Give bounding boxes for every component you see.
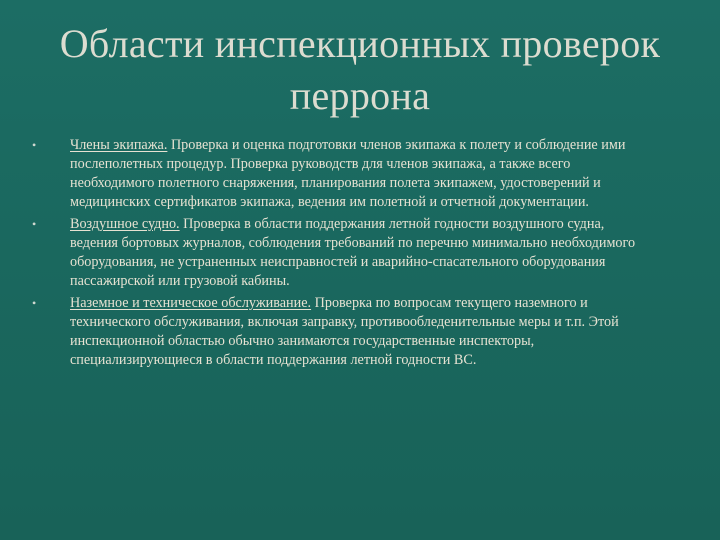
item-text: Проверка в области поддержания летной годности воздушного судна, ведения бортовых журналов, соблюдения требований по перечню минимально необходимого оборудования, не устраненных неисправностей и аварийно-спасательного оборудования пассажирской или грузовой кабины. bbox=[70, 216, 636, 289]
item-text: Проверка по вопросам текущего наземного и технического обслуживания, включая заправку, противообледенительные меры и т.п. Этой инспекционной областью обычно занимаются государственные инспекторы, специализирующиеся в области поддержания летной годности ВС. bbox=[70, 295, 619, 368]
item-heading: Члены экипажа. bbox=[70, 137, 168, 153]
list-item-aircraft bbox=[32, 215, 652, 291]
slide-title: Области инспекционных проверок перрона bbox=[59, 21, 661, 118]
item-text: Проверка и оценка подготовки членов экипажа к полету и соблюдение ими послеполетных процедур. Проверка руководств для членов экипажа, а также всего необходимого полетного снаряжения, планирования полета экипажем, удостоверений и медицинских сертификатов экипажа, ведения им полетной и отчетной документации. bbox=[70, 137, 626, 210]
item-heading: Воздушное судно. bbox=[70, 216, 180, 232]
bullet-list bbox=[32, 136, 652, 373]
list-item-crew bbox=[32, 136, 652, 212]
item-heading: Наземное и техническое обслуживание. bbox=[70, 295, 312, 311]
bullet-icon: • bbox=[32, 138, 37, 152]
bullet-icon: • bbox=[32, 217, 37, 231]
bullet-icon: • bbox=[32, 296, 37, 310]
list-item-ground-service bbox=[32, 294, 652, 370]
